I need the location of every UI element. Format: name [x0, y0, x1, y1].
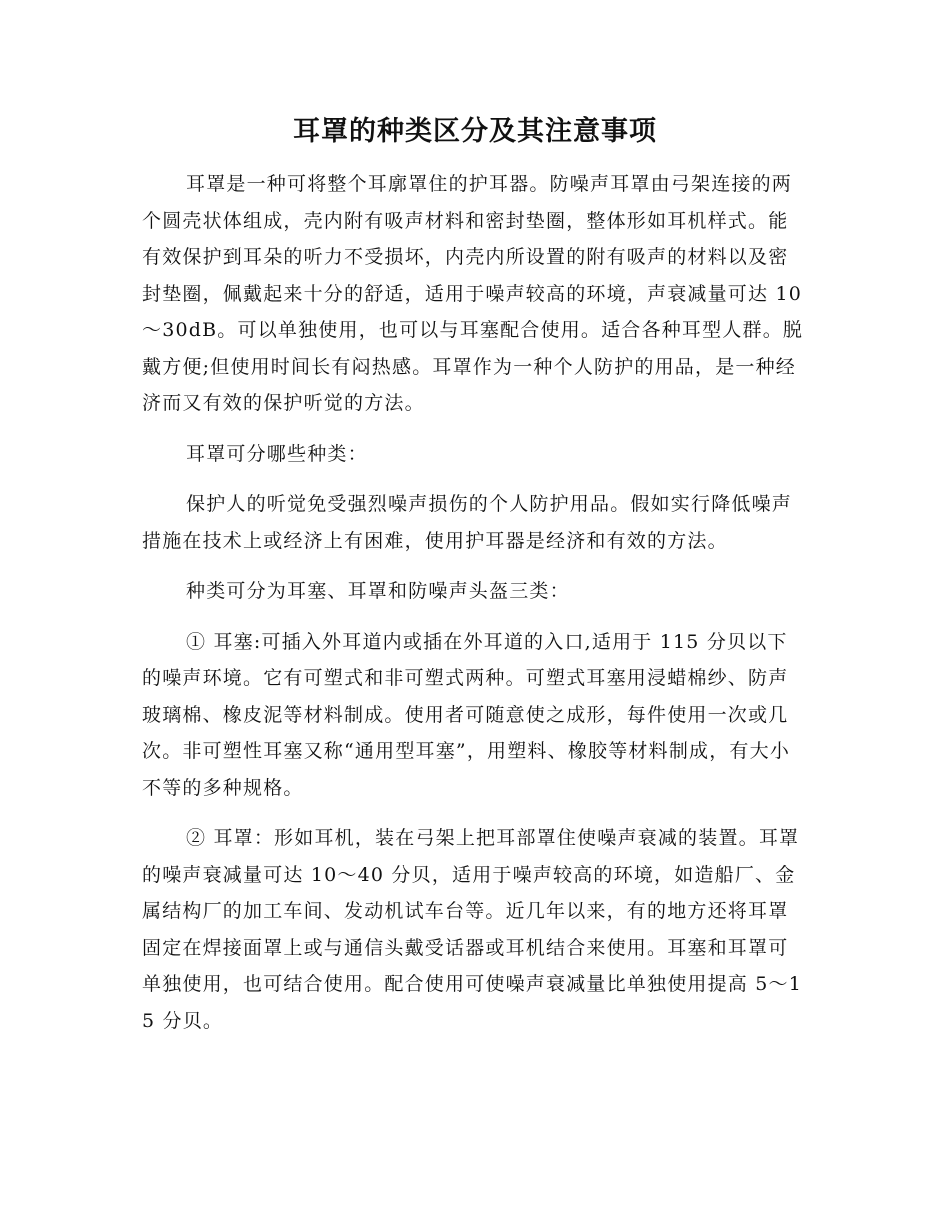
paragraph-types-question: 耳罩可分哪些种类： [186, 442, 368, 465]
paragraph-intro: 耳罩是一种可将整个耳廓罩住的护耳器。防噪声耳罩由弓架连接的两个圆壳状体组成，壳内附有吸声材料和密封垫圈，整体形如耳机样式。能有效保护到耳朵的听力不受损坏，内壳内所设置的附有吸声的材料以及密封垫圈，佩戴起来十分的舒适，适用于噪声较高的环境，声衰减量可达 10～30dB。可以单独使用，也可以与耳塞配合使用。适合各种耳型人群。脱戴方便;但使用时间长有闷热感。耳罩作为一种个人防护的用品，是一种经济而又有效的保护听觉的方法。 [142, 173, 804, 414]
document-body [142, 166, 806, 1039]
paragraph-earplugs: ① 耳塞:可插入外耳道内或插在外耳道的入口,适用于 115 分贝以下的噪声环境。它有可塑式和非可塑式两种。可塑式耳塞用浸蜡棉纱、防声玻璃棉、橡皮泥等材料制成。使用者可随意使之成形，每件使用一次或几次。非可塑性耳塞又称“通用型耳塞”，用塑料、橡胶等材料制成，有大小不等的多种规格。 [142, 630, 791, 799]
paragraph-earmuffs: ② 耳罩：形如耳机，装在弓架上把耳部罩住使噪声衰减的装置。耳罩的噪声衰减量可达 10～40 分贝，适用于噪声较高的环境，如造船厂、金属结构厂的加工车间、发动机试车台等。近几年以来，有的地方还将耳罩固定在焊接面罩上或与通信头戴受话器或耳机结合来使用。耳塞和耳罩可单独使用，也可结合使用。配合使用可使噪声衰减量比单独使用提高 5～15 分贝。 [142, 827, 803, 1032]
paragraph-protection: 保护人的听觉免受强烈噪声损伤的个人防护用品。假如实行降低噪声措施在技术上或经济上有困难，使用护耳器是经济和有效的方法。 [142, 493, 793, 552]
page-title: 耳罩的种类区分及其注意事项 [293, 116, 657, 147]
paragraph-categories: 种类可分为耳塞、耳罩和防噪声头盔三类： [186, 580, 570, 602]
